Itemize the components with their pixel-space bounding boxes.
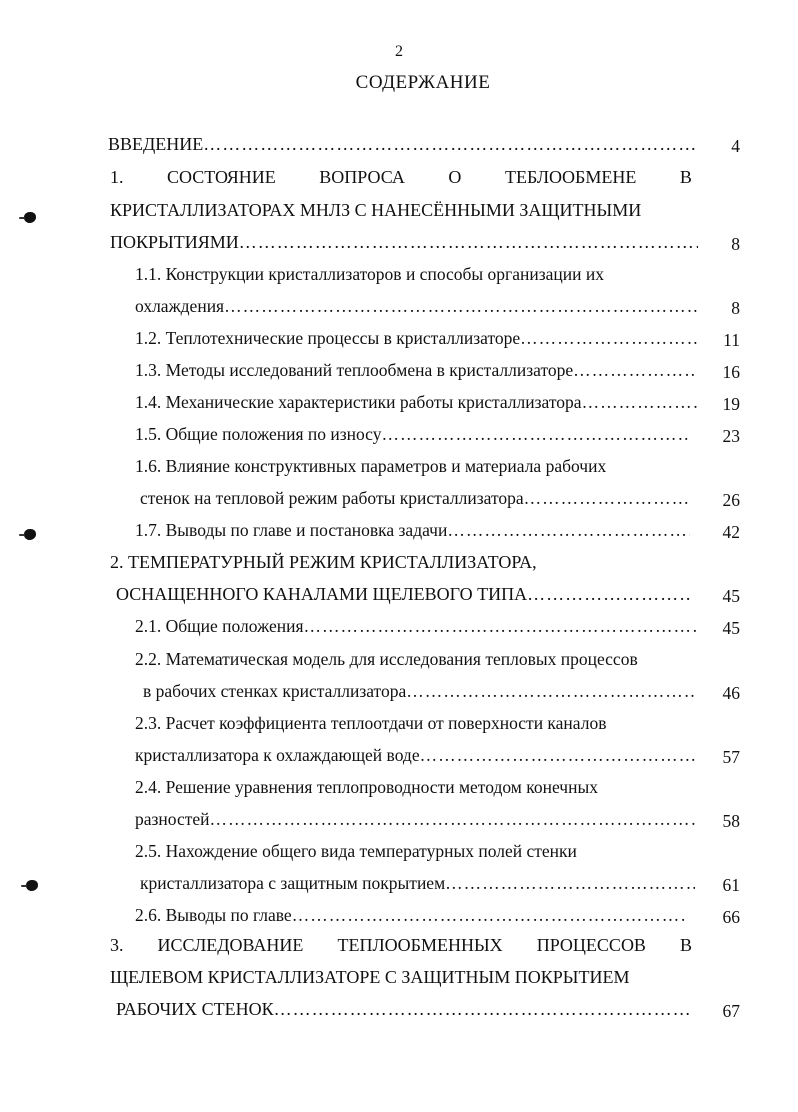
toc-entry-chapter-3[interactable] xyxy=(110,935,692,961)
toc-entry-text: ЩЕЛЕВОМ КРИСТАЛЛИЗАТОРЕ С ЗАЩИТНЫМ ПОКРЫТИЕМ xyxy=(110,967,630,987)
toc-entry-text: 1.7. Выводы по главе и постановка задачи xyxy=(135,520,448,540)
dot-leader xyxy=(224,296,697,317)
toc-page-number: 42 xyxy=(722,522,740,542)
dot-leader xyxy=(527,584,692,605)
toc-entry-2-4[interactable] xyxy=(135,809,697,835)
toc-page-number: 61 xyxy=(722,875,740,895)
toc-entry-chapter-2[interactable] xyxy=(116,584,692,610)
toc-word: ИССЛЕДОВАНИЕ xyxy=(157,935,304,955)
toc-word: В xyxy=(679,167,692,187)
toc-word: 3. xyxy=(110,935,124,955)
toc-page-number: 11 xyxy=(723,330,740,350)
toc-word: 1. xyxy=(110,167,124,187)
toc-entry-text: кристаллизатора с защитным покрытием xyxy=(140,873,446,893)
toc-entry-text: стенок на тепловой режим работы кристаллизатора xyxy=(140,488,524,508)
dot-leader xyxy=(381,424,690,445)
toc-entry-text: кристаллизатора к охлаждающей воде xyxy=(135,745,420,765)
dot-leader xyxy=(406,681,697,702)
dot-leader xyxy=(292,905,685,926)
dot-leader xyxy=(573,360,697,381)
toc-page-number: 19 xyxy=(722,394,740,414)
ink-blot xyxy=(24,212,36,223)
toc-page-number: 57 xyxy=(722,747,740,767)
dot-leader xyxy=(274,999,690,1020)
toc-entry-2-3[interactable] xyxy=(135,745,697,771)
toc-entry-chapter-1-end[interactable] xyxy=(110,232,698,258)
toc-entry-1-5[interactable] xyxy=(135,424,690,450)
dot-leader xyxy=(445,873,695,894)
toc-entry-text: ОСНАЩЕННОГО КАНАЛАМИ ЩЕЛЕВОГО ТИПА xyxy=(116,584,528,604)
dot-leader xyxy=(203,134,696,155)
toc-page-number: 26 xyxy=(722,490,740,510)
toc-entry-text: ВВЕДЕНИЕ xyxy=(108,134,204,154)
toc-page-number: 4 xyxy=(731,136,740,156)
dot-leader xyxy=(447,520,690,541)
toc-word: ТЕБЛООБМЕНЕ xyxy=(504,167,637,187)
toc-word: СОСТОЯНИЕ xyxy=(167,167,276,187)
toc-entry-text: 1.5. Общие положения по износу xyxy=(135,424,382,444)
toc-entry-1-7[interactable] xyxy=(135,520,690,546)
toc-word: ТЕПЛООБМЕННЫХ xyxy=(337,935,503,955)
toc-page-number: 66 xyxy=(722,907,740,927)
toc-page-number: 16 xyxy=(722,362,740,382)
toc-entry-chapter-3-end[interactable] xyxy=(116,999,690,1025)
toc-entry-text: разностей xyxy=(135,809,210,829)
toc-page-number: 45 xyxy=(722,618,740,638)
toc-entry-text: РАБОЧИХ СТЕНОК xyxy=(116,999,274,1019)
toc-entry-text: 2. ТЕМПЕРАТУРНЫЙ РЕЖИМ КРИСТАЛЛИЗАТОРА, xyxy=(110,552,537,572)
toc-entry-text: 2.1. Общие положения xyxy=(135,616,304,636)
toc-entry-text: 1.3. Методы исследований теплообмена в кристаллизаторе xyxy=(135,360,574,380)
toc-page-number: 8 xyxy=(731,234,740,254)
page-number: 2 xyxy=(395,43,403,60)
toc-entry-text: 2.2. Математическая модель для исследования тепловых процессов xyxy=(135,649,638,669)
dot-leader xyxy=(524,488,690,509)
toc-entry-1-2[interactable] xyxy=(135,328,697,354)
toc-entry-2-6[interactable] xyxy=(135,905,685,931)
toc-entry-2-5[interactable] xyxy=(140,873,695,899)
toc-entry-text: 2.5. Нахождение общего вида температурных полей стенки xyxy=(135,841,577,861)
dot-leader xyxy=(582,392,697,413)
toc-page-number: 8 xyxy=(731,298,740,318)
toc-word: В xyxy=(679,935,692,955)
dot-leader xyxy=(210,809,697,830)
page-title: СОДЕРЖАНИЕ xyxy=(355,72,491,93)
toc-page-number: 58 xyxy=(722,811,740,831)
toc-entry-text: КРИСТАЛЛИЗАТОРАХ МНЛЗ С НАНЕСЁННЫМИ ЗАЩИТНЫМИ xyxy=(110,200,642,220)
toc-page-number: 46 xyxy=(722,683,740,703)
toc-entry-text: 1.2. Теплотехнические процессы в кристаллизаторе xyxy=(135,328,521,348)
toc-entry-text: 1.6. Влияние конструктивных параметров и материала рабочих xyxy=(135,456,607,476)
toc-entry-text: в рабочих стенках кристаллизатора xyxy=(143,681,407,701)
toc-word: О xyxy=(448,167,462,187)
toc-page-number: 23 xyxy=(722,426,740,446)
ink-blot xyxy=(24,529,36,540)
toc-entry-text: 2.4. Решение уравнения теплопроводности методом конечных xyxy=(135,777,598,797)
toc-page-number: 67 xyxy=(722,1001,740,1021)
toc-entry-1-3[interactable] xyxy=(135,360,697,386)
ink-blot xyxy=(26,880,38,891)
dot-leader xyxy=(420,745,697,766)
toc-entry-text: охлаждения xyxy=(135,296,225,316)
toc-entry-2-1[interactable] xyxy=(135,616,697,642)
dot-leader xyxy=(239,232,698,253)
toc-entry-1-1[interactable] xyxy=(135,296,697,322)
toc-entry-chapter-1[interactable] xyxy=(110,167,692,193)
toc-entry-2-2[interactable] xyxy=(143,681,697,707)
toc-entry-text: 1.4. Механические характеристики работы кристаллизатора xyxy=(135,392,582,412)
toc-entry-text: 2.6. Выводы по главе xyxy=(135,905,292,925)
toc-entry-text: 2.3. Расчет коэффициента теплоотдачи от поверхности каналов xyxy=(135,713,607,733)
toc-word: ВОПРОСА xyxy=(319,167,405,187)
dot-leader xyxy=(304,616,698,637)
toc-entry-intro[interactable] xyxy=(108,134,696,160)
toc-entry-text: ПОКРЫТИЯМИ xyxy=(110,232,239,252)
toc-entry-1-4[interactable] xyxy=(135,392,697,418)
toc-word: ПРОЦЕССОВ xyxy=(536,935,646,955)
toc-page-number: 45 xyxy=(722,586,740,606)
toc-entry-1-6[interactable] xyxy=(140,488,690,514)
dot-leader xyxy=(520,328,697,349)
toc-entry-text: 1.1. Конструкции кристаллизаторов и способы организации их xyxy=(135,264,604,284)
